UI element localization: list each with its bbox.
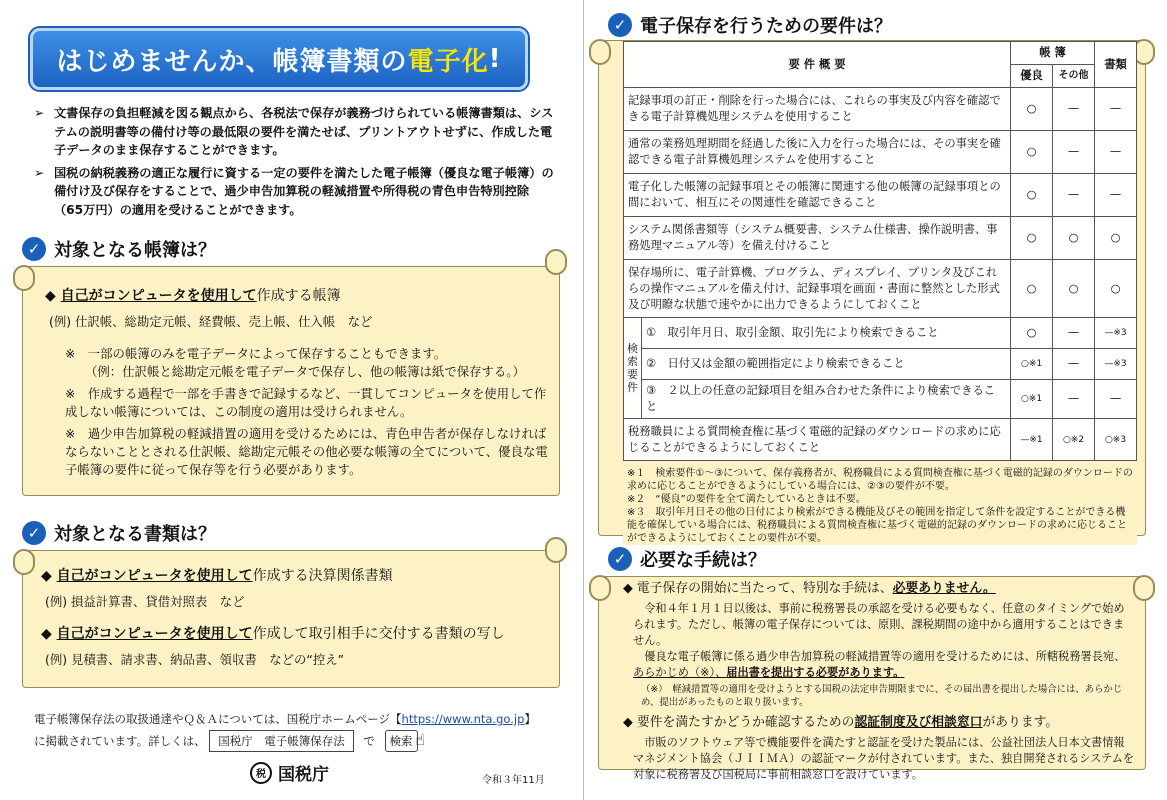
- procedure-text: 要件を満たすかどうか確認するための: [636, 715, 855, 730]
- intro-text: 国税の納税義務の適正な履行に資する一定の要件を満たした電子帳簿（優良な電子帳簿）の備付け及び保存をすることで、過少申告加算税の軽減措置や所得税の青色申告特別控除（65万円）の適用を受けることができます。: [54, 165, 554, 217]
- procedure-scroll: [598, 576, 1146, 781]
- footer-text: 】: [524, 712, 536, 726]
- issue-date: 令和３年11月: [482, 775, 545, 786]
- docs-lead: ◆ 自己がコンピュータを使用して作成する決算関係書類: [41, 568, 393, 584]
- cell-other: —: [1053, 131, 1095, 174]
- table-row: [624, 260, 1137, 318]
- table-note: ※２ “優良”の要件を全て満たしているときは不要。: [627, 494, 866, 505]
- row-num: ②: [646, 357, 657, 370]
- cell-docs: ○: [1095, 217, 1137, 260]
- cell-other: —: [1053, 380, 1095, 419]
- books-example: (例) 仕訳帳、総勘定元帳、経費帳、売上帳、仕入帳 など: [49, 314, 373, 329]
- docs-heading-text: 対象となる書類は？: [54, 524, 216, 545]
- col-books: 帳 簿: [1011, 42, 1095, 65]
- books-lead-rest: 作成する帳簿: [256, 288, 341, 304]
- procedure-emph: 認証制度及び相談窓口: [854, 715, 983, 730]
- cell-docs: —※3: [1095, 318, 1137, 349]
- agency-logo: [250, 760, 329, 785]
- footer-text: で: [363, 734, 375, 748]
- footer-text: に掲載されています。詳しくは、: [34, 734, 206, 748]
- nta-link[interactable]: https://www.nta.go.jp: [401, 712, 525, 726]
- docs-lead: ◆ 自己がコンピュータを使用して作成して取引相手に交付する書類の写し: [41, 626, 505, 642]
- intro-item: [34, 104, 554, 160]
- procedure-para: 市販のソフトウェア等で機能要件を満たすと認証を受けた製品には、公益社団法人日本文書情報マネジメント協会（ＪＩＩＭＡ）の認証マークが付されています。また、独自開発されるシステムを対象に税務署及び国税局に事前相談窓口を設けています。: [633, 736, 1135, 781]
- table-row: [624, 131, 1137, 174]
- pointer-hand-icon: ☝: [415, 730, 425, 749]
- cell-yuryo: —※1: [1011, 419, 1053, 461]
- books-heading: [22, 236, 216, 262]
- row-text-body: ２以上の任意の記録項目を組み合わせた条件により検索できること: [646, 384, 996, 413]
- docs-lead-bold: 自己がコンピュータを使用して: [56, 568, 253, 584]
- cell-docs: ○※3: [1095, 419, 1137, 461]
- col-docs: 書類: [1095, 42, 1137, 88]
- books-note: （例：仕訳帳と総勘定元帳を電子データで保存し、他の帳簿は紙で保存する。）: [85, 364, 525, 379]
- requirements-scroll: [598, 40, 1146, 544]
- docs-lead-rest: 作成する決算関係書類: [252, 568, 393, 584]
- table-row: [624, 349, 1137, 380]
- intro-text: 文書保存の負担軽減を図る観点から、各税法で保存が義務づけられている帳簿書類は、システムの説明書等の備付け等の最低限の要件を満たせば、プリントアウトせずに、作成した電子データのまま保存することができます。: [54, 106, 554, 158]
- cell-yuryo: ○※1: [1011, 349, 1053, 380]
- row-text: 電子化した帳簿の記録事項とその帳簿に関連する他の帳簿の記録事項との間において、相互にその関連性を確認できること: [624, 174, 1011, 217]
- cell-other: ○: [1053, 217, 1095, 260]
- row-text: [642, 318, 1011, 349]
- docs-scroll: [22, 550, 560, 688]
- books-heading-text: 対象となる帳簿は？: [54, 240, 216, 261]
- scroll-curl: [589, 575, 611, 601]
- scroll-curl: [545, 249, 567, 275]
- books-note: ※ 過少申告加算税の軽減措置の適用を受けるためには、青色申告者が保存しなければならないこととされる仕訳帳、総勘定元帳その他必要な帳簿の全てについて、優良な電子帳簿の要件に従って保存等を行う必要があります。: [65, 426, 548, 477]
- table-note: ※１ 検索要件①～③について、保存義務者が、税務職員による質問検査権に基づく電磁的記録のダウンロードの求めに応じることができるようにしている場合には、②③の要件が不要。: [627, 468, 1133, 492]
- procedure-text: があります。: [982, 715, 1059, 730]
- table-notes: [623, 461, 1137, 545]
- scroll-curl: [13, 549, 35, 575]
- nta-logo-icon: 税: [250, 762, 272, 784]
- cell-yuryo: ○※1: [1011, 380, 1053, 419]
- cell-yuryo: ○: [1011, 217, 1053, 260]
- cell-docs: —: [1095, 131, 1137, 174]
- procedure-heading: [608, 546, 766, 572]
- row-text: 税務職員による質問検査権に基づく電磁的記録のダウンロードの求めに応じることができるようにしておくこと: [624, 419, 1011, 461]
- intro-bullets: [34, 104, 554, 224]
- col-other: その他: [1053, 65, 1095, 88]
- cell-other: —: [1053, 174, 1095, 217]
- cell-other: —: [1053, 349, 1095, 380]
- docs-heading: [22, 520, 216, 546]
- cell-docs: —: [1095, 88, 1137, 131]
- procedure-note: （※） 軽減措置等の適用を受けようとする国税の法定申告期限までに、その届出書を提出した場合には、あらかじめ、提出があったものと取り扱います。: [641, 684, 1123, 708]
- footer-info: [34, 710, 564, 752]
- scroll-curl: [545, 537, 567, 563]
- row-num: ③: [646, 384, 657, 397]
- row-text-body: 日付又は金額の範囲指定により検索できること: [667, 357, 905, 370]
- table-row: [624, 217, 1137, 260]
- procedure-text: 電子保存の開始に当たって、特別な手続は、: [636, 581, 893, 596]
- cell-other: ○: [1053, 260, 1095, 318]
- row-text: システム関係書類等（システム概要書、システム仕様書、操作説明書、事務処理マニュアル等）を備え付けること: [624, 217, 1011, 260]
- books-lead-bold: 自己がコンピュータを使用して: [60, 288, 257, 304]
- procedure-bullet-2: ◆ 要件を満たすかどうか確認するための認証制度及び相談窓口があります。: [623, 715, 1059, 730]
- agency-name: 国税庁: [278, 765, 329, 785]
- cell-other: —: [1053, 318, 1095, 349]
- footer-text: 電子帳簿保存法の取扱通達やＱ＆Ａについては、国税庁ホームページ【: [34, 712, 402, 726]
- page-divider: [583, 0, 584, 800]
- scroll-curl: [13, 265, 35, 291]
- cell-yuryo: ○: [1011, 318, 1053, 349]
- title-part1: はじめませんか、帳簿書類の: [56, 46, 408, 77]
- table-row: [624, 380, 1137, 419]
- procedure-para: [633, 649, 1135, 681]
- procedure-emph: 必要ありません。: [892, 581, 996, 596]
- row-text-body: 取引年月日、取引金額、取引先により検索できること: [667, 326, 939, 339]
- cell-other: ○※2: [1053, 419, 1095, 461]
- search-button[interactable]: 検索: [385, 730, 418, 752]
- intro-item: [34, 164, 554, 220]
- docs-example: (例) 見積書、請求書、納品書、領収書 などの“控え”: [45, 652, 345, 667]
- row-text: [642, 380, 1011, 419]
- cell-docs: —: [1095, 380, 1137, 419]
- table-row: [624, 88, 1137, 131]
- procedure-text: 優良な電子帳簿に係る過少申告加算税の軽減措置等の適用を受けるためには、所轄税務署長宛、: [644, 650, 1126, 663]
- row-text: [642, 349, 1011, 380]
- table-row: [624, 318, 1137, 349]
- arrow-icon: ➢: [34, 165, 45, 180]
- cell-docs: —: [1095, 174, 1137, 217]
- title-part2: 電子化: [407, 46, 489, 77]
- row-text: 記録事項の訂正・削除を行った場合には、これらの事実及び内容を確認できる電子計算機処理システムを使用すること: [624, 88, 1011, 131]
- search-group-label: 検索要件: [624, 318, 642, 419]
- procedure-para: 令和４年１月１日以後は、事前に税務署長の承認を受ける必要もなく、任意のタイミングで始められます。ただし、帳簿の電子保存については、原則、課税期間の途中から適用することはできません。: [633, 602, 1125, 647]
- row-text: 通常の業務処理期間を経過した後に入力を行った場合には、その事実を確認できる電子計算機処理システムを使用すること: [624, 131, 1011, 174]
- docs-example: (例) 損益計算書、貸借対照表 など: [45, 594, 245, 609]
- scroll-curl: [589, 39, 611, 65]
- books-lead: ◆ 自己がコンピュータを使用して作成する帳簿: [45, 288, 341, 304]
- check-icon: ✓: [608, 547, 632, 571]
- docs-lead-bold: 自己がコンピュータを使用して: [56, 626, 253, 642]
- procedure-text: あらかじめ（※）、: [633, 666, 727, 679]
- title-banner: [30, 28, 528, 90]
- requirements-heading-text: 電子保存を行うための要件は？: [640, 16, 892, 37]
- check-icon: ✓: [608, 13, 632, 37]
- row-text: 保存場所に、電子計算機、プログラム、ディスプレイ、プリンタ及びこれらの操作マニュアルを備え付け、記録事項を画面・書面に整然とした形式及び明瞭な状態で速やかに出力できるようにしておくこと: [624, 260, 1011, 318]
- col-summary: 要 件 概 要: [624, 42, 1011, 88]
- cell-yuryo: ○: [1011, 260, 1053, 318]
- procedure-heading-text: 必要な手続は？: [640, 550, 766, 571]
- cell-yuryo: ○: [1011, 131, 1053, 174]
- cell-docs: —※3: [1095, 349, 1137, 380]
- table-row: [624, 174, 1137, 217]
- col-yuryo: 優良: [1011, 65, 1053, 88]
- procedure-emph: 届出書を提出する必要があります。: [726, 666, 905, 679]
- cell-docs: ○: [1095, 260, 1137, 318]
- books-note: ※ 作成する過程で一部を手書きで記録するなど、一貫してコンピュータを使用して作成しない帳簿については、この制度の適用は受けられません。: [65, 386, 547, 419]
- title-part3: !: [488, 44, 502, 74]
- cell-other: —: [1053, 88, 1095, 131]
- check-icon: ✓: [22, 521, 46, 545]
- check-icon: ✓: [22, 237, 46, 261]
- books-scroll: [22, 266, 560, 496]
- requirements-heading: [608, 12, 892, 38]
- requirements-table: [623, 41, 1137, 461]
- table-note: ※３ 取引年月日その他の日付により検索ができる機能及びその範囲を指定して条件を設定することができる機能を確保している場合には、税務職員による質問検査権に基づく電磁的記録のダウンロードの求めに応じることができるようにしておくことの要件が不要。: [627, 507, 1127, 544]
- books-note: ※ 一部の帳簿のみを電子データによって保存することもできます。: [65, 346, 447, 361]
- docs-lead-rest: 作成して取引相手に交付する書類の写し: [252, 626, 505, 642]
- table-row: [624, 419, 1137, 461]
- cell-yuryo: ○: [1011, 174, 1053, 217]
- scroll-curl: [1133, 575, 1155, 601]
- cell-yuryo: ○: [1011, 88, 1053, 131]
- search-terms-box: 国税庁 電子帳簿保存法: [209, 730, 354, 752]
- procedure-bullet-1: ◆ 電子保存の開始に当たって、特別な手続は、必要ありません。: [623, 581, 996, 596]
- row-num: ①: [646, 326, 657, 339]
- arrow-icon: ➢: [34, 106, 45, 120]
